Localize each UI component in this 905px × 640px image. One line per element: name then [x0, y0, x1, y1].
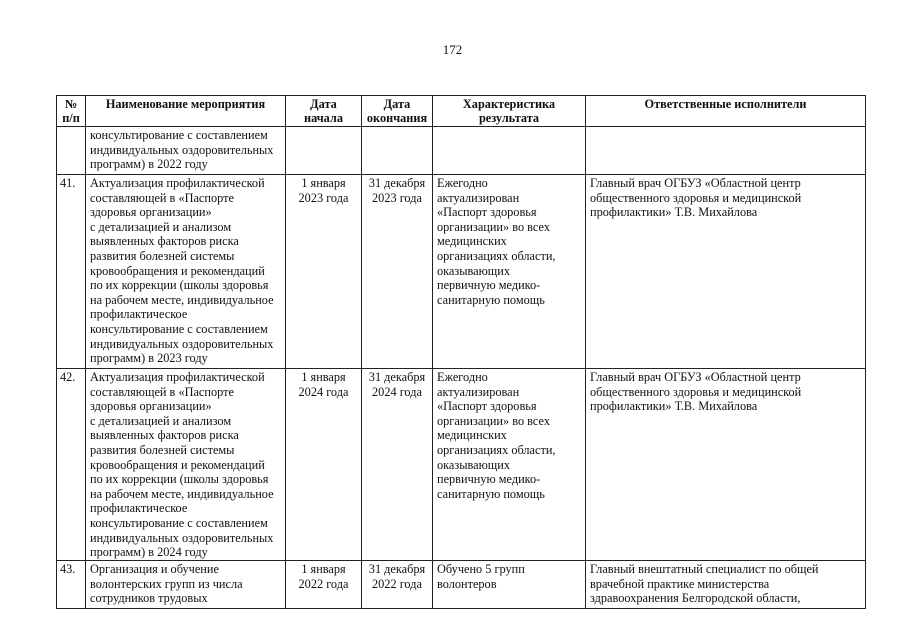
row-num: [57, 127, 86, 175]
header-responsible: Ответственные исполнители: [586, 96, 866, 127]
table-row: [57, 175, 866, 369]
row-name: Организация и обучение волонтерских групп из числа сотрудников трудовых: [86, 561, 286, 609]
row-name: консультирование с составлением индивидуальных оздоровительных программ) в 2022 году: [86, 127, 286, 175]
row-responsible: Главный врач ОГБУЗ «Областной центр общественного здоровья и медицинской профилактики» Т.В. Михайлова: [586, 175, 866, 369]
row-result: Ежегодно актуализирован «Паспорт здоровья организации» во всех медицинских организациях области, оказывающих первичную медико- санитарную помощь: [433, 369, 586, 561]
row-result: Ежегодно актуализирован «Паспорт здоровья организации» во всех медицинских организациях области, оказывающих первичную медико- санитарную помощь: [433, 175, 586, 369]
row-num: 41.: [57, 175, 86, 369]
table-row: [57, 369, 866, 561]
row-num: 43.: [57, 561, 86, 609]
row-start-date: [286, 127, 362, 175]
row-start-date: 1 января 2022 года: [286, 561, 362, 609]
header-start-date: Дата начала: [286, 96, 362, 127]
header-num: № п/п: [57, 96, 86, 127]
row-end-date: 31 декабря 2023 года: [362, 175, 433, 369]
events-table: [56, 95, 866, 609]
row-result: [433, 127, 586, 175]
row-name: Актуализация профилактической составляющей в «Паспорте здоровья организации» с детализацией и анализом выявленных факторов риска развития болезней системы кровообращения и рекомендаций по их коррекции (школы здоровья на рабочем месте, индивидуальное профилактическое консультирование с составлением индивидуальных оздоровительных программ) в 2024 году: [86, 369, 286, 561]
table-row: [57, 127, 866, 175]
row-responsible: [586, 127, 866, 175]
row-name: Актуализация профилактической составляющей в «Паспорте здоровья организации» с детализацией и анализом выявленных факторов риска развития болезней системы кровообращения и рекомендаций по их коррекции (школы здоровья на рабочем месте, индивидуальное профилактическое консультирование с составлением индивидуальных оздоровительных программ) в 2023 году: [86, 175, 286, 369]
row-start-date: 1 января 2023 года: [286, 175, 362, 369]
row-result: Обучено 5 групп волонтеров: [433, 561, 586, 609]
row-start-date: 1 января 2024 года: [286, 369, 362, 561]
header-end-date: Дата окончания: [362, 96, 433, 127]
row-responsible: Главный врач ОГБУЗ «Областной центр общественного здоровья и медицинской профилактики» Т.В. Михайлова: [586, 369, 866, 561]
table-row: [57, 561, 866, 609]
row-end-date: 31 декабря 2024 года: [362, 369, 433, 561]
row-end-date: [362, 127, 433, 175]
header-name: Наименование мероприятия: [86, 96, 286, 127]
page-number: 172: [442, 42, 463, 57]
table-header-row: [57, 96, 866, 127]
row-num: 42.: [57, 369, 86, 561]
row-responsible: Главный внештатный специалист по общей врачебной практике министерства здравоохранения Белгородской области,: [586, 561, 866, 609]
row-end-date: 31 декабря 2022 года: [362, 561, 433, 609]
header-result: Характеристика результата: [433, 96, 586, 127]
